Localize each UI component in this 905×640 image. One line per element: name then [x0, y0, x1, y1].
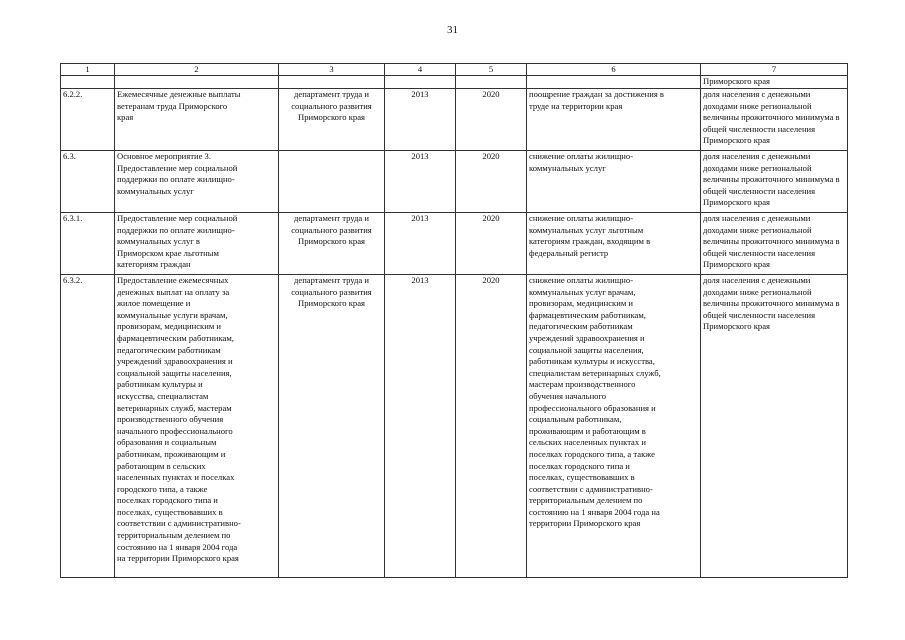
header-cell: 6: [527, 64, 701, 76]
expected-result: поощрение граждан за достижения в труде на территории края: [527, 89, 701, 151]
start-year: [385, 76, 456, 89]
executor: департамент труда и социального развития Приморского края: [279, 275, 385, 578]
row-number: 6.3.1.: [61, 213, 115, 275]
table-row: [61, 275, 848, 578]
indicator: доля населения с денежными доходами ниже региональной величины прожиточного минимума в общей численности населения Приморского края: [701, 151, 848, 213]
executor: департамент труда и социального развития Приморского края: [279, 213, 385, 275]
table-row: [61, 151, 848, 213]
table-row: [61, 213, 848, 275]
header-cell: 5: [456, 64, 527, 76]
indicator: доля населения с денежными доходами ниже региональной величины прожиточного минимума в общей численности населения Приморского края: [701, 275, 848, 578]
header-cell: 1: [61, 64, 115, 76]
end-year: 2020: [456, 213, 527, 275]
row-number: 6.2.2.: [61, 89, 115, 151]
indicator: доля населения с денежными доходами ниже региональной величины прожиточного минимума в общей численности населения Приморского края: [701, 213, 848, 275]
executor: [279, 76, 385, 89]
end-year: [456, 76, 527, 89]
header-cell: 2: [115, 64, 279, 76]
header-cell: 4: [385, 64, 456, 76]
start-year: 2013: [385, 151, 456, 213]
activity-name: Основное мероприятие 3. Предоставление мер социальной поддержки по оплате жилищно- коммунальных услуг: [115, 151, 279, 213]
expected-result: [527, 76, 701, 89]
page-number: 31: [447, 24, 458, 36]
activity-name: Предоставление мер социальной поддержки по оплате жилищно- коммунальных услуг в Приморском крае льготным категориям граждан: [115, 213, 279, 275]
end-year: 2020: [456, 151, 527, 213]
end-year: 2020: [456, 89, 527, 151]
end-year: 2020: [456, 275, 527, 578]
row-number: [61, 76, 115, 89]
expected-result: снижение оплаты жилищно- коммунальных услуг: [527, 151, 701, 213]
start-year: 2013: [385, 89, 456, 151]
header-row: [61, 64, 848, 76]
indicator: Приморского края: [701, 76, 848, 89]
indicator: доля населения с денежными доходами ниже региональной величины прожиточного минимума в общей численности населения Приморского края: [701, 89, 848, 151]
header-cell: 7: [701, 64, 848, 76]
header-cell: 3: [279, 64, 385, 76]
activity-name: Ежемесячные денежные выплаты ветеранам труда Приморского края: [115, 89, 279, 151]
program-table: [60, 63, 848, 578]
row-number: 6.3.: [61, 151, 115, 213]
table-row: [61, 76, 848, 89]
activity-name: Предоставление ежемесячных денежных выплат на оплату за жилое помещение и коммунальные услуги врачам, провизорам, медицинским и фармацевтическим работникам, педагогическим работникам учреждений здравоохранения и социальной защиты населения, работникам культуры и искусства, специалистам ветеринарных служб, мастерам производственного обучения начального профессионального образования и социальным работникам, проживающим и работающим в сельских населенных пунктах и поселках городского типа, а также поселках городского типа и поселках, существовавших в соответствии с административно- территориальным делением по состоянию на 1 января 2004 года на территории Приморского края: [115, 275, 279, 578]
expected-result: снижение оплаты жилищно- коммунальных услуг врачам, провизорам, медицинским и фармацевтическим работникам, педагогическим работникам учреждений здравоохранения и социальной защиты населения, работникам культуры и искусства, специалистам ветеринарных служб, мастерам производственного обучения начального профессионального образования и социальным работникам, проживающим и работающим в сельских населенных пунктах и поселках городского типа, а также поселках городского типа и поселках, существовавших в соответствии с административно- территориальным делением по состоянию на 1 января 2004 года на территории Приморского края: [527, 275, 701, 578]
executor: [279, 151, 385, 213]
table-row: [61, 89, 848, 151]
executor: департамент труда и социального развития Приморского края: [279, 89, 385, 151]
start-year: 2013: [385, 275, 456, 578]
activity-name: [115, 76, 279, 89]
expected-result: снижение оплаты жилищно- коммунальных услуг льготным категориям граждан, входящим в федеральный регистр: [527, 213, 701, 275]
start-year: 2013: [385, 213, 456, 275]
row-number: 6.3.2.: [61, 275, 115, 578]
